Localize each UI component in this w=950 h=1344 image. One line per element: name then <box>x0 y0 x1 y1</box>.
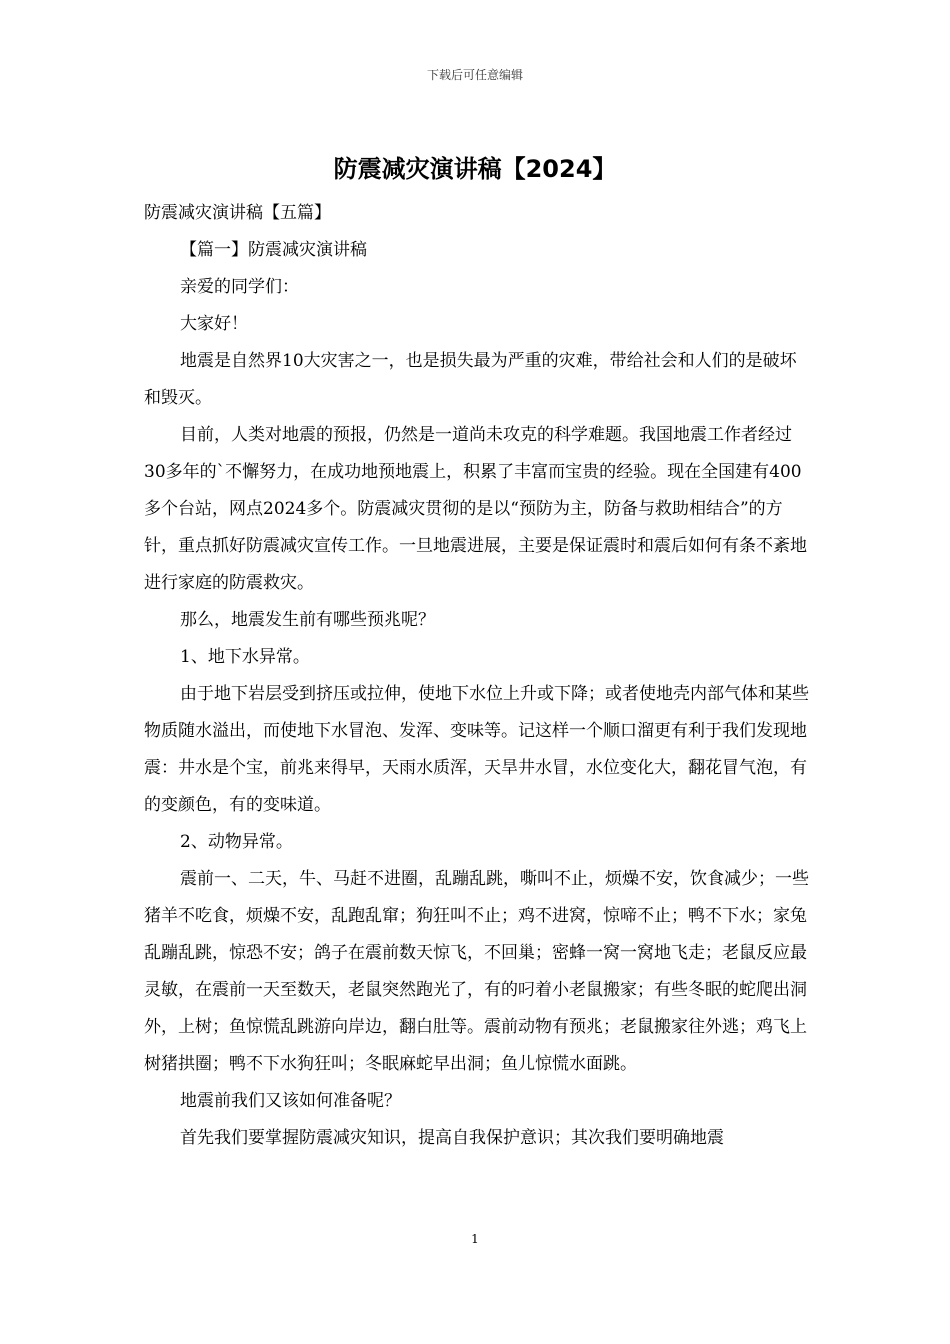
paragraph: 防震减灾演讲稿【五篇】 <box>144 203 331 223</box>
paragraph: 目前，人类对地震的预报，仍然是一道尚未攻克的科学难题。我国地震工作者经过30多年的`不懈努力，在成功地预地震上，积累了丰富而宝贵的经验。现在全国建有400多个台站，网点2024多个。防震减灾贯彻的是以“预防为主，防备与救助相结合”的方针，重点抓好防震减灾宣传工作。一旦地震进展，主要是保证震时和震后如何有条不紊地进行家庭的防震救灾。 <box>144 425 807 593</box>
paragraph: 首先我们要掌握防震减灾知识，提高自我保护意识；其次我们要明确地震 <box>180 1128 724 1148</box>
paragraph: 1、地下水异常。 <box>180 647 310 667</box>
paragraph: 由于地下岩层受到挤压或拉伸，使地下水位上升或下降；或者使地壳内部气体和某些物质随水溢出，而使地下水冒泡、发浑、变味等。记这样一个顺口溜更有利于我们发现地震：井水是个宝，前兆来得早，天雨水质浑，天旱井水冒，水位变化大，翻花冒气泡，有的变颜色，有的变味道。 <box>144 684 809 815</box>
page-number: 1 <box>471 1232 479 1246</box>
paragraph: 地震前我们又该如何准备呢？ <box>180 1091 401 1111</box>
paragraph: 大家好！ <box>180 314 248 334</box>
paragraph: 亲爱的同学们： <box>180 277 299 297</box>
paragraph: 震前一、二天，牛、马赶不进圈，乱蹦乱跳，嘶叫不止，烦燥不安，饮食减少；一些猪羊不吃食，烦燥不安，乱跑乱窜；狗狂叫不止；鸡不进窝，惊啼不止；鸭不下水；家兔乱蹦乱跳，惊恐不安；鸽子在震前数天惊飞，不回巢；密蜂一窝一窝地飞走；老鼠反应最灵敏，在震前一天至数天，老鼠突然跑光了，有的叼着小老鼠搬家；有些冬眠的蛇爬出洞外，上树；鱼惊慌乱跳游向岸边，翻白肚等。震前动物有预兆；老鼠搬家往外逃；鸡飞上树猪拱圈；鸭不下水狗狂叫；冬眠麻蛇早出洞；鱼儿惊慌水面跳。 <box>144 869 809 1074</box>
paragraph: 2、动物异常。 <box>180 832 293 852</box>
document-title: 防震减灾演讲稿【2024】 <box>333 155 617 183</box>
header-note: 下载后可任意编辑 <box>426 68 523 82</box>
paragraph: 地震是自然界10大灾害之一，也是损失最为严重的灾难，带给社会和人们的是破坏和毁灭。 <box>144 351 797 408</box>
paragraph: 那么，地震发生前有哪些预兆呢？ <box>180 610 435 630</box>
paragraph: 【篇一】防震减灾演讲稿 <box>180 240 367 260</box>
document-body <box>144 195 810 1157</box>
